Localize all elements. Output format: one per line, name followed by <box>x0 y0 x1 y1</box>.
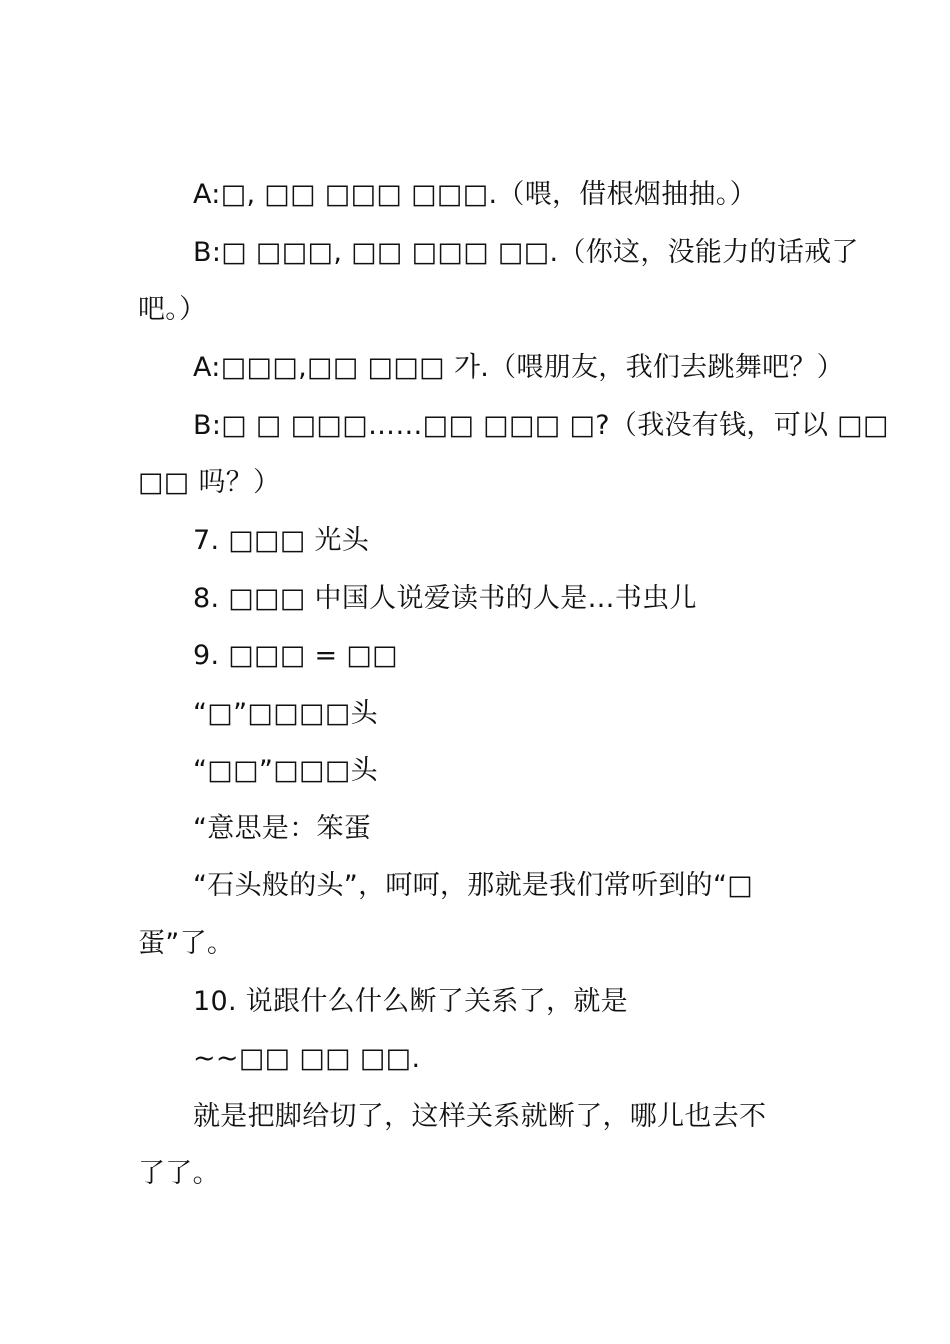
dialogue-line-b1-cont: 吧。） <box>138 294 207 325</box>
dialogue-line-b2-cont: □□ 吗？） <box>138 467 281 498</box>
explanation-line-2: “□□”□□□头 <box>193 755 378 786</box>
explanation-line-3-cont: 蛋”了。 <box>138 928 235 959</box>
explanation-line-4: 就是把脚给切了，这样关系就断了，哪儿也去不 <box>193 1101 767 1132</box>
list-item-7: 7. □□□ 光头 <box>193 525 370 556</box>
list-item-10: 10. 说跟什么什么断了关系了，就是 <box>193 986 628 1017</box>
explanation-line-3: “石头般的头”，呵呵，那就是我们常听到的“□ <box>193 870 754 901</box>
explanation-meaning: “意思是：笨蛋 <box>193 813 372 844</box>
list-item-8: 8. □□□ 中国人说爱读书的人是…书虫儿 <box>193 583 697 614</box>
explanation-line-4-cont: 了了。 <box>138 1158 220 1189</box>
explanation-line-1: “□”□□□□头 <box>193 698 378 729</box>
dialogue-line-b2: B:□ □ □□□……□□ □□□ □?（我没有钱，可以 □□ <box>193 410 889 441</box>
dialogue-line-a2: A:□□□,□□ □□□ 가.（喂朋友，我们去跳舞吧？） <box>193 352 844 383</box>
dialogue-line-b1: B:□ □□□, □□ □□□ □□.（你这，没能力的话戒了 <box>193 237 859 268</box>
korean-phrase: ~~□□ □□ □□. <box>193 1043 421 1074</box>
dialogue-line-a1: A:□, □□ □□□ □□□.（喂，借根烟抽抽。） <box>193 179 757 210</box>
list-item-9: 9. □□□ = □□ <box>193 640 398 671</box>
